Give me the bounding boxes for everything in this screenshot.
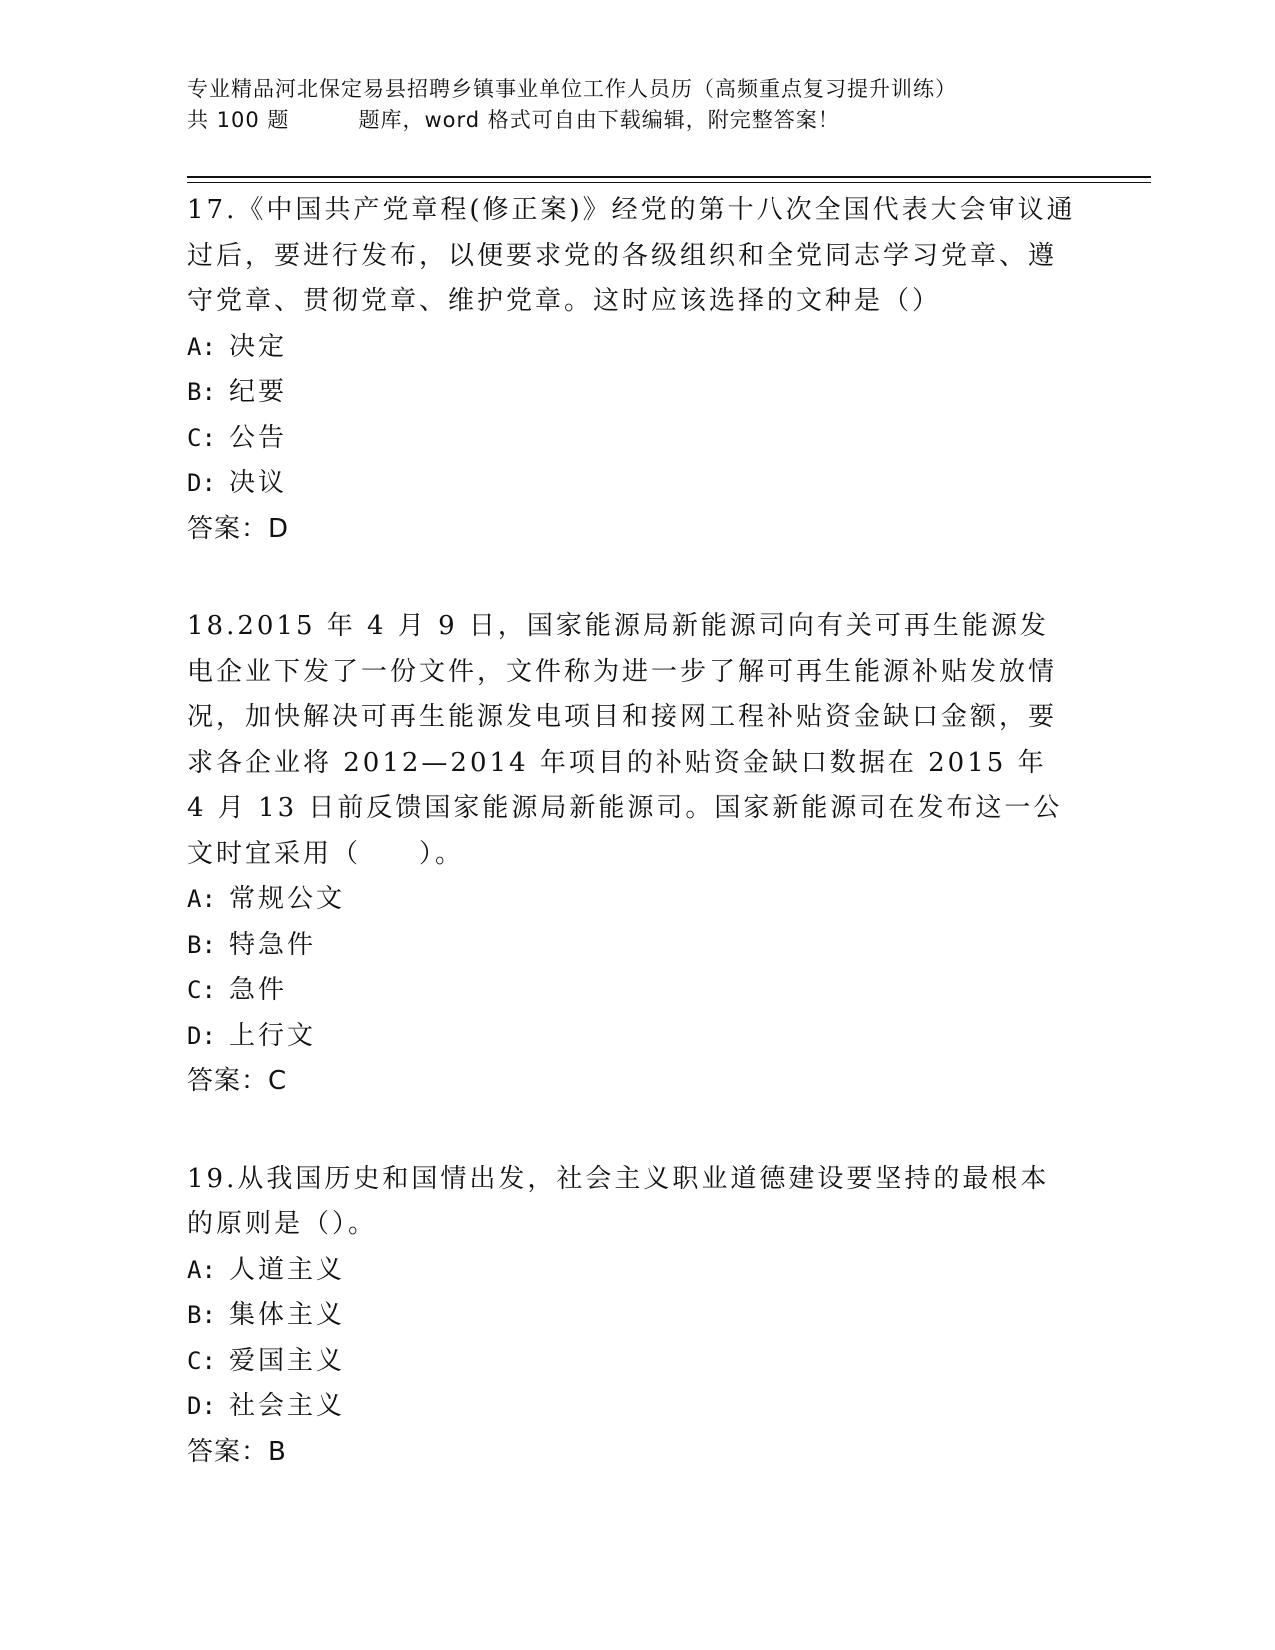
option-key: C: [187,423,216,452]
answer-line: 答案：D [187,513,290,544]
option-text: 常规公文 [229,884,346,914]
option-text: 公告 [229,422,288,453]
option-key: A: [187,1255,216,1284]
option-text: 决定 [229,331,288,362]
option-text: 上行文 [229,1020,317,1051]
option-a [187,325,1077,371]
option-list [187,325,1077,507]
option-key: B: [187,1301,216,1329]
option-a [187,1248,1077,1294]
option-text: 急件 [229,975,288,1005]
option-d [187,1014,1077,1060]
option-c [187,968,1077,1014]
option-d [187,1384,1077,1430]
option-key: B: [187,930,216,959]
question-17 [187,188,1077,552]
option-c [187,1339,1077,1385]
question-stem: 18.2015 年 4 月 9 日，国家能源局新能源司向有关可再生能源发电企业下发了一份文件，文件称为进一步了解可再生能源补贴发放情况，加快解决可再生能源发电项目和接网工程补贴资金缺口金额，要求各企业将 2012—2014 年项目的补贴资金缺口数据在 2015 年 4 月 13 日前反馈国家能源局新能源司。国家新能源司在发布这一公文时宜采用（ ）。 [187,611,1063,869]
option-b [187,1293,1077,1339]
option-key: C: [187,976,216,1004]
document-header [187,74,1147,136]
answer-line: 答案：B [187,1436,287,1467]
option-key: D: [187,1392,216,1420]
option-text: 社会主义 [229,1391,346,1421]
option-text: 人道主义 [229,1254,346,1285]
answer-line: 答案：C [187,1066,288,1096]
option-text: 集体主义 [229,1300,346,1330]
option-key: B: [187,378,216,406]
option-a [187,877,1077,923]
option-text: 纪要 [229,377,288,407]
option-b [187,923,1077,969]
option-key: A: [187,885,216,913]
option-key: C: [187,1346,216,1375]
option-list [187,1248,1077,1430]
header-title-line: 专业精品河北保定易县招聘乡镇事业单位工作人员历（高频重点复习提升训练） [187,77,957,101]
option-key: A: [187,332,216,361]
option-list [187,877,1077,1059]
option-d [187,461,1077,507]
option-b [187,370,1077,416]
question-stem: 17.《中国共产党章程(修正案)》经党的第十八次全国代表大会审议通过后，要进行发布，以便要求党的各级组织和全党同志学习党章、遵守党章、贯彻党章、维护党章。这时应该选择的文种是（） [187,195,1076,316]
option-text: 决议 [229,468,288,498]
question-stem: 19.从我国历史和国情出发，社会主义职业道德建设要坚持的最根本的原则是（）。 [187,1163,1050,1239]
question-19 [187,1157,1077,1476]
header-subtitle-line: 共 100 题 题库，word 格式可自由下载编辑，附完整答案！ [187,108,840,132]
option-key: D: [187,469,216,497]
header-divider-thick [187,176,1151,178]
option-key: D: [187,1021,216,1050]
option-c [187,416,1077,462]
question-list [187,188,1077,1527]
question-18 [187,604,1077,1105]
option-text: 爱国主义 [229,1345,346,1376]
header-divider-thin [187,182,1151,183]
option-text: 特急件 [229,929,317,960]
